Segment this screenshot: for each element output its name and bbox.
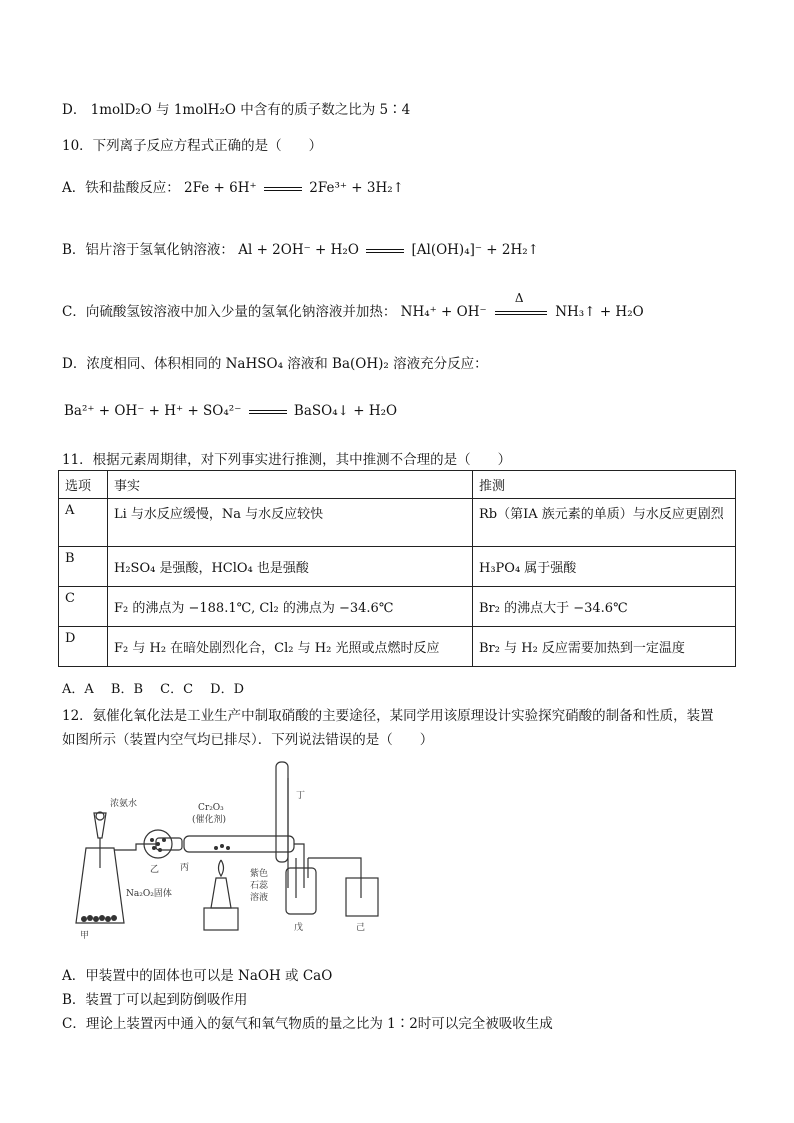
header-fact: 事实 xyxy=(108,471,473,499)
burner xyxy=(211,878,231,908)
row-fact: Li 与水反应缓慢，Na 与水反应较快 xyxy=(108,499,473,547)
q11-stem: 11．根据元素周期律，对下列事实进行推测，其中推测不合理的是（ ） xyxy=(62,452,512,468)
label-litmus-3: 溶液 xyxy=(250,893,269,903)
double-line xyxy=(495,311,547,315)
row-inference: Rb（第ⅠA 族元素的单质）与水反应更剧烈 xyxy=(473,499,736,547)
q10-d-lhs: Ba²⁺ + OH⁻ + H⁺ + SO₄²⁻ xyxy=(64,403,242,419)
q12-option-c: C．理论上装置丙中通入的氨气和氧气物质的量之比为 1∶2时可以完全被吸收生成 xyxy=(62,1016,553,1032)
row-inference: Br₂ 与 H₂ 反应需要加热到一定温度 xyxy=(473,627,736,667)
equals-sign xyxy=(264,187,302,191)
apparatus-figure xyxy=(66,758,536,948)
beaker-ji xyxy=(346,878,378,916)
q10-option-c xyxy=(62,290,644,320)
table-row xyxy=(59,587,736,627)
row-option: C xyxy=(59,587,108,627)
q10-d-rhs: BaSO₄↓ + H₂O xyxy=(293,403,398,419)
q9-option-d-prefix: D． xyxy=(62,102,87,118)
equals-sign xyxy=(249,410,287,414)
q9-option-d-text: 1molD₂O 与 1molH₂O 中含有的质子数之比为 5∶4 xyxy=(90,102,411,118)
q11-table xyxy=(58,470,736,667)
table-row xyxy=(59,547,736,587)
label-solid: Na₂O₂固体 xyxy=(126,889,172,899)
label-catalyst2: (催化剂) xyxy=(192,815,227,825)
label-ji: 己 xyxy=(356,923,366,933)
heat-symbol: Δ xyxy=(514,290,524,305)
q12-option-a: A．甲装置中的固体也可以是 NaOH 或 CaO xyxy=(62,968,333,984)
q12-stem-line2: 如图所示（装置内空气均已排尽）．下列说法错误的是（ ） xyxy=(62,732,434,748)
bottle-wu xyxy=(286,868,316,914)
q10-c-lhs: NH₄⁺ + OH⁻ xyxy=(400,304,487,320)
label-ding: 丁 xyxy=(296,791,306,801)
header-option: 选项 xyxy=(59,471,108,499)
q10-a-lhs: 2Fe + 6H⁺ xyxy=(184,180,257,196)
label-bing: 丙 xyxy=(180,863,190,873)
q11-options: A．A B．B C．C D．D xyxy=(62,682,245,697)
table-header-row xyxy=(59,471,736,499)
combustion-tube xyxy=(184,836,294,852)
label-yi: 乙 xyxy=(150,865,160,875)
row-inference: H₃PO₄ 属于强酸 xyxy=(473,547,736,587)
label-jia: 甲 xyxy=(80,931,90,941)
equals-sign xyxy=(366,249,404,253)
q10-c-label: C．向硫酸氢铵溶液中加入少量的氢氧化钠溶液并加热： xyxy=(62,304,397,320)
q9-option-d xyxy=(62,98,410,118)
label-ammonia: 浓氨水 xyxy=(110,799,138,809)
heat-equals-sign xyxy=(495,290,547,315)
burner-stand xyxy=(204,908,238,930)
q10-b-label: B．铝片溶于氢氧化钠溶液： xyxy=(62,242,234,258)
q10-option-d: D．浓度相同、体积相同的 NaHSO₄ 溶液和 Ba(OH)₂ 溶液充分反应： xyxy=(62,356,488,372)
q10-option-d-equation xyxy=(64,403,397,419)
label-litmus-1: 紫色 xyxy=(250,869,269,879)
q10-option-a xyxy=(62,176,404,196)
row-fact: H₂SO₄ 是强酸，HClO₄ 也是强酸 xyxy=(108,547,473,587)
q12-option-b: B．装置丁可以起到防倒吸作用 xyxy=(62,992,248,1008)
row-inference: Br₂ 的沸点大于 −34.6℃ xyxy=(473,587,736,627)
q10-a-label: A．铁和盐酸反应： xyxy=(62,180,180,196)
q10-b-rhs: [Al(OH)₄]⁻ + 2H₂↑ xyxy=(411,242,539,258)
row-option: A xyxy=(59,499,108,547)
row-option: B xyxy=(59,547,108,587)
label-litmus-2: 石蕊 xyxy=(250,881,269,891)
q10-b-lhs: Al + 2OH⁻ + H₂O xyxy=(238,242,359,258)
q10-c-rhs: NH₃↑ + H₂O xyxy=(555,304,644,320)
label-catalyst: Cr₂O₃ xyxy=(198,803,224,813)
q10-stem: 10．下列离子反应方程式正确的是（ ） xyxy=(62,138,323,154)
q12-stem-line1: 12．氨催化氧化法是工业生产中制取硝酸的主要途径，某同学用该原理设计实验探究硝酸的制备和性质，装置 xyxy=(62,708,714,724)
row-fact: F₂ 与 H₂ 在暗处剧烈化合，Cl₂ 与 H₂ 光照或点燃时反应 xyxy=(108,627,473,667)
row-option: D xyxy=(59,627,108,667)
q10-option-b xyxy=(62,238,539,258)
table-row xyxy=(59,499,736,547)
tube-ding xyxy=(276,762,288,862)
label-wu: 戊 xyxy=(294,923,304,933)
row-fact: F₂ 的沸点为 −188.1℃, Cl₂ 的沸点为 −34.6℃ xyxy=(108,587,473,627)
q10-a-rhs: 2Fe³⁺ + 3H₂↑ xyxy=(309,180,404,196)
table-row xyxy=(59,627,736,667)
header-inference: 推测 xyxy=(473,471,736,499)
